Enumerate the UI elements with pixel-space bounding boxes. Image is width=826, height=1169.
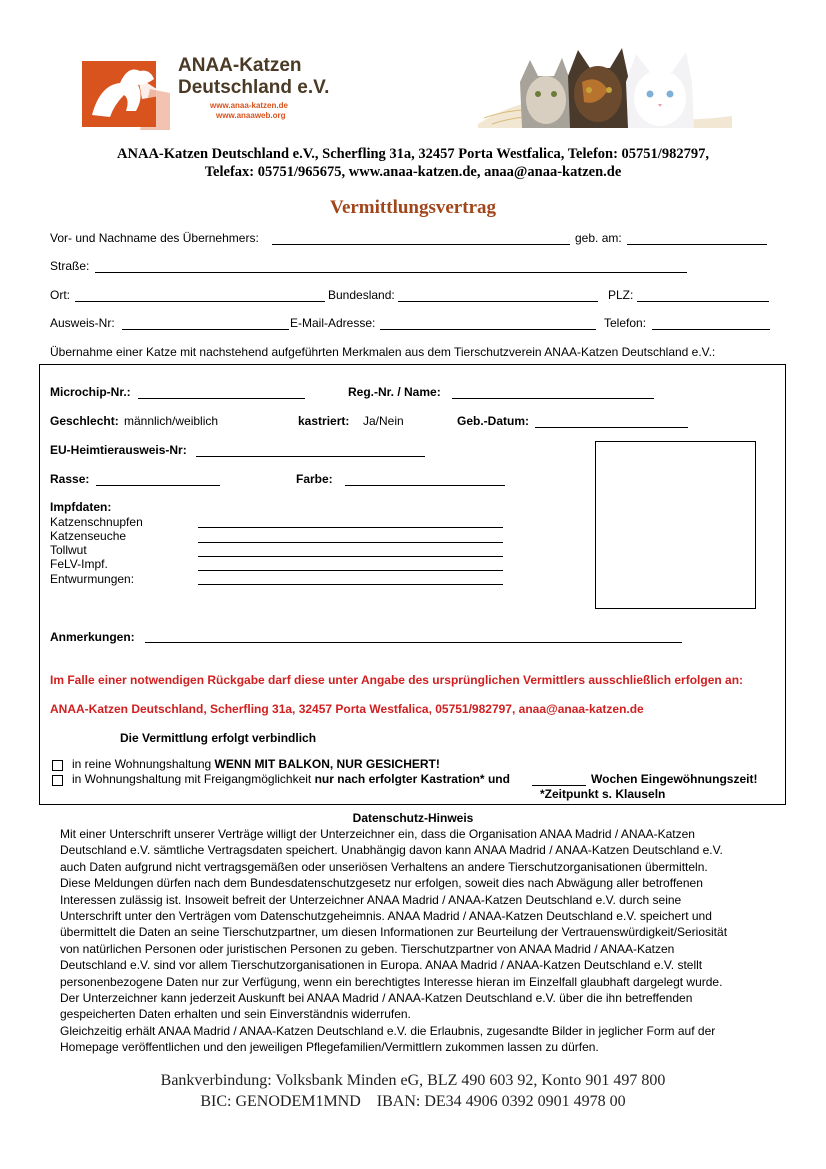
color-field[interactable] [345,485,505,486]
vacc-1-label: Katzenschnupfen [50,515,143,529]
privacy-line: Homepage veröffentlichen und den jeweiligen Pflegefamilien/Vermittlern zukommen lassen zu dürfen. [60,1040,599,1055]
birth-field[interactable] [627,244,767,245]
plz-label: PLZ: [608,288,634,302]
phone-field[interactable] [652,329,770,330]
street-label: Straße: [50,259,90,273]
passport-label: EU-Heimtierausweis-Nr: [50,443,187,457]
privacy-line: Interessen zulässig ist. Insoweit befreit der Unterzeichner ANAA Madrid / ANAA-Katzen Deutschland e.V. durch seine [60,892,682,907]
name-field[interactable] [272,244,570,245]
bank-line-1: Bankverbindung: Volksbank Minden eG, BLZ 490 603 92, Konto 901 497 800 [160,1072,666,1089]
breed-field[interactable] [96,485,220,486]
street-field[interactable] [95,272,687,273]
intro-text: Übernahme einer Katze mit nachstehend aufgeführten Merkmalen aus dem Tierschutzverein ANAA-Katzen Deutschland e.V.: [50,345,716,359]
vacc-5-field[interactable] [198,584,503,585]
weeks-field[interactable] [532,785,586,786]
option-2-normal: in Wohnungshaltung mit Freigangmöglichkeit [72,772,315,786]
neutered-label: kastriert: [298,414,350,428]
vacc-title: Impfdaten: [50,500,112,514]
birthdate-label: Geb.-Datum: [457,414,529,428]
address-line-2: Telefax: 05751/965675, www.anaa-katzen.de, anaa@anaa-katzen.de [204,164,622,180]
address-line-1: ANAA-Katzen Deutschland e.V., Scherfling 31a, 32457 Porta Westfalica, Telefon: 05751/982797, [117,146,709,162]
email-field[interactable] [380,329,596,330]
privacy-line: Gleichzeitig erhält ANAA Madrid / ANAA-Katzen Deutschland e.V. die Erlaubnis, zugesandte Bilder in jeglicher Form auf der [60,1023,716,1038]
gender-label: Geschlecht: [50,414,119,428]
vacc-4-field[interactable] [198,570,503,571]
option-1-normal: in reine Wohnungshaltung [72,757,215,771]
city-label: Ort: [50,288,70,302]
logo-url-1: www.anaa-katzen.de [210,101,288,110]
vacc-1-field[interactable] [198,527,503,528]
privacy-line: personenbezogene Daten nur zur Verfügung, wenn ein berechtigtes Interesse hieran im Einzelfall glaubhaft dargelegt wurde. [60,974,723,989]
name-label: Vor- und Nachname des Übernehmers: [50,231,259,245]
id-field[interactable] [122,329,289,330]
option-1-bold: WENN MIT BALKON, NUR GESICHERT! [214,757,440,771]
privacy-line: von natürlichen Personen oder juristischen Personen zu geben. Tierschutzpartner von ANAA Madrid / ANAA-Katzen [60,941,675,956]
breed-label: Rasse: [50,472,90,486]
privacy-text [60,826,780,1056]
microchip-field[interactable] [138,398,305,399]
logo-url-2: www.anaaweb.org [216,111,286,120]
privacy-line: Mit einer Unterschrift unserer Verträge willigt der Unterzeichner ein, dass die Organisation ANAA Madrid / ANAA-Katzen [60,827,695,841]
option-2-bold-2: Wochen Eingewöhnungszeit! [591,772,758,786]
reg-label: Reg.-Nr. / Name: [348,385,441,399]
gender-value: männlich/weiblich [124,414,219,428]
logo [80,55,340,130]
plz-field[interactable] [637,301,769,302]
vacc-4-label: FeLV-Impf. [50,557,108,571]
logo-title-2: Deutschland e.V. [178,77,330,98]
option-2-note: *Zeitpunkt s. Klauseln [540,787,666,801]
privacy-title: Datenschutz-Hinweis [352,811,474,825]
privacy-line: gespeicherten Daten erhalten und sein Einverständnis widerrufen. [60,1007,411,1022]
return-note: Im Falle einer notwendigen Rückgabe darf diese unter Angabe des ursprünglichen Vermittlers ausschließlich erfolgen an: [50,673,744,687]
vacc-2-label: Katzenseuche [50,529,127,543]
state-field[interactable] [398,301,598,302]
page-title: Vermittlungsvertrag [329,197,497,218]
phone-label: Telefon: [604,316,647,330]
vacc-3-field[interactable] [198,556,503,557]
option-2-bold-1: nur nach erfolgter Kastration* und [314,772,510,786]
birthdate-field[interactable] [535,427,688,428]
option-2-checkbox[interactable] [52,775,63,786]
color-label: Farbe: [296,472,333,486]
privacy-line: übermittelt die Daten an seine Tierschutzpartner, um diesen Informationen zur Beurteilung der Vertrauenswürdigkeit/Seriosität [60,925,728,940]
privacy-line: auch Daten aufgrund nicht vertragsgemäßen oder unseriösen Verhaltens an andere Tierschutzorganisationen übermitteln. [60,859,708,874]
reg-field[interactable] [452,398,654,399]
microchip-label: Microchip-Nr.: [50,385,131,399]
privacy-line: Deutschland e.V. sind vor allem Tierschutzorganisationen in Europa. ANAA Madrid / ANAA-Katzen Deutschland e.V. stellt [60,958,703,973]
state-label: Bundesland: [328,288,395,302]
privacy-line: Diese Meldungen dürfen nach dem Bundesdatenschutzgesetz nur erfolgen, soweit dies nach Abwägung aller betroffenen [60,876,703,891]
return-address: ANAA-Katzen Deutschland, Scherfling 31a, 32457 Porta Westfalica, 05751/982797, anaa@anaa-katzen.de [50,702,644,716]
option-2-text-a [72,772,510,786]
cats-photo [478,46,732,128]
binding-text: Die Vermittlung erfolgt verbindlich [120,731,317,745]
remarks-label: Anmerkungen: [50,630,135,644]
privacy-line: Deutschland e.V. sämtliche Vertragsdaten speichert. Unabhängig davon kann ANAA Madrid / ANAA-Katzen Deutschland e.V. [60,843,723,858]
id-label: Ausweis-Nr: [50,316,115,330]
vacc-3-label: Tollwut [50,543,87,557]
birth-label: geb. am: [575,231,622,245]
privacy-line: Der Unterzeichner kann jederzeit Auskunft bei ANAA Madrid / ANAA-Katzen Deutschland e.V. über die ihn betreffenden [60,991,693,1006]
neutered-value: Ja/Nein [363,414,404,428]
passport-field[interactable] [196,456,425,457]
option-1-text [72,757,440,771]
city-field[interactable] [75,301,325,302]
remarks-field[interactable] [145,642,682,643]
option-1-checkbox[interactable] [52,760,63,771]
vacc-5-label: Entwurmungen: [50,572,135,586]
photo-frame[interactable] [595,441,756,609]
logo-title-1: ANAA-Katzen [178,55,302,76]
bank-line-2: BIC: GENODEM1MND IBAN: DE34 4906 0392 0901 4978 00 [200,1093,626,1110]
email-label: E-Mail-Adresse: [290,316,376,330]
cat-figure-logo [80,55,170,130]
privacy-line: Unterschrift unter den Verträgen vom Datenschutzgeheimnis. ANAA Madrid / ANAA-Katzen Deutschland e.V. speichert und [60,909,712,924]
vacc-2-field[interactable] [198,542,503,543]
